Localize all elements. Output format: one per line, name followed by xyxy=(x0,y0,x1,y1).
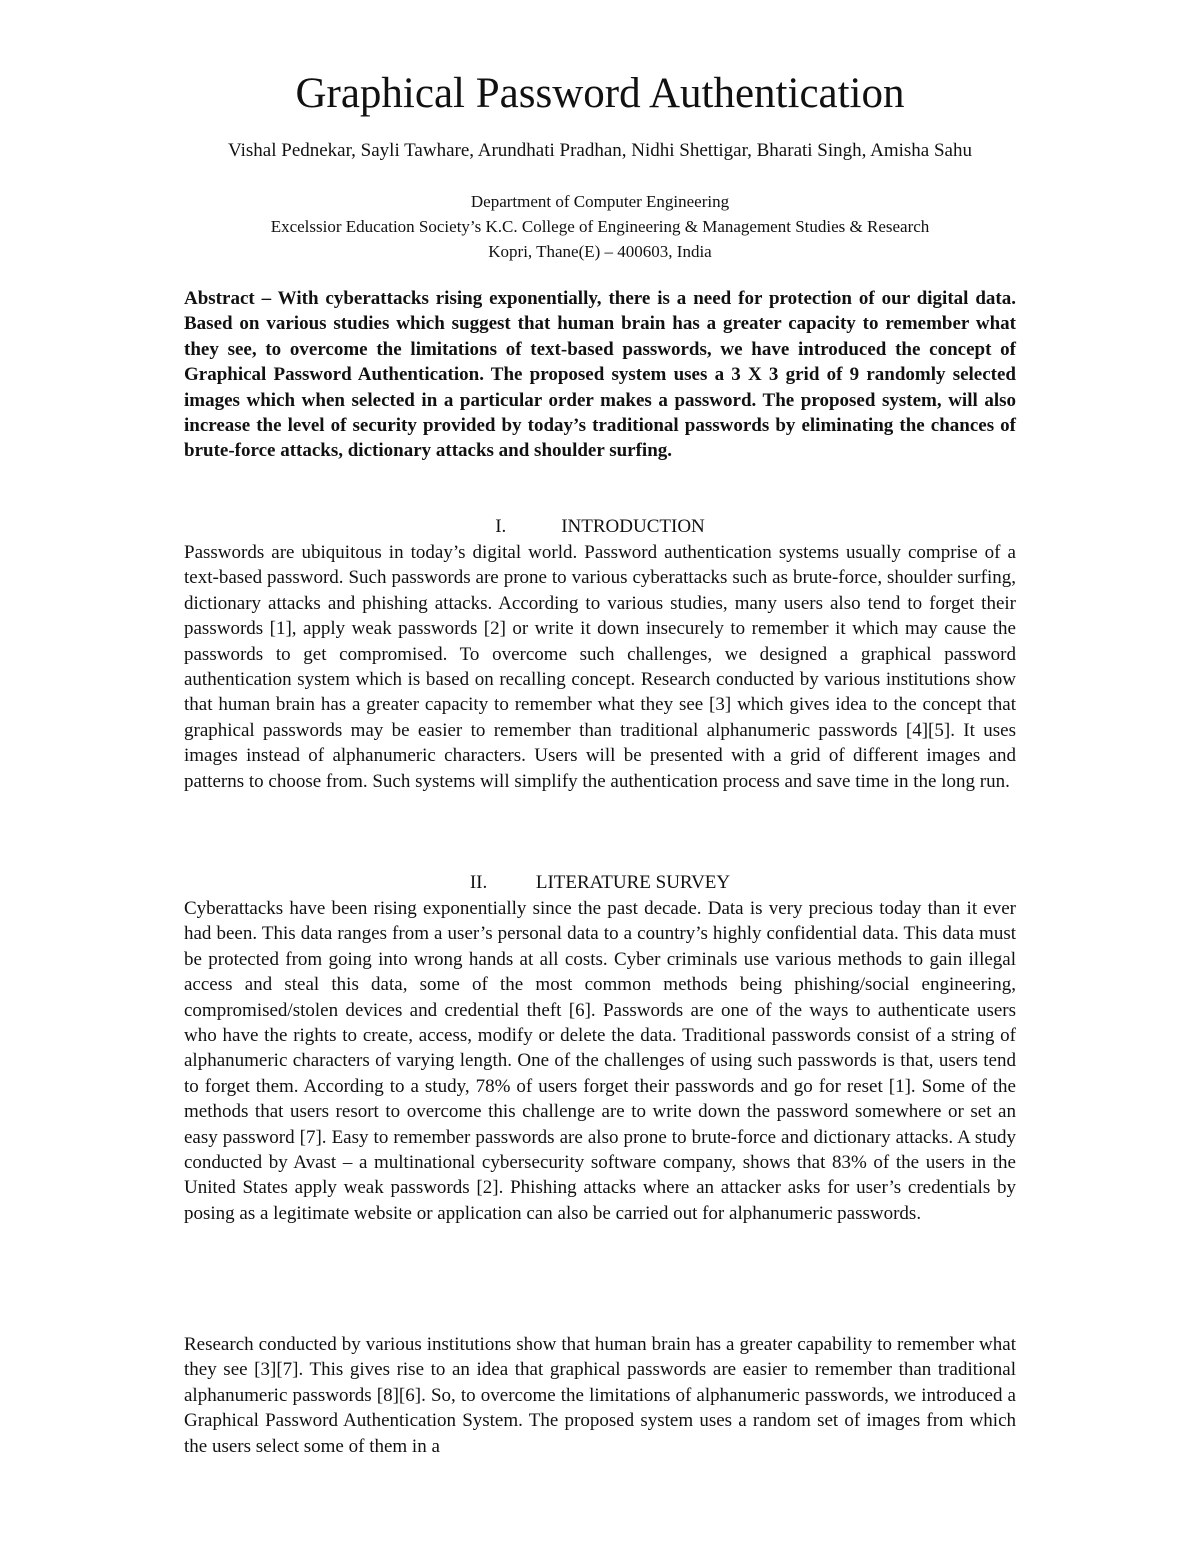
paper-title: Graphical Password Authentication xyxy=(295,70,905,117)
section-title: INTRODUCTION xyxy=(561,516,705,537)
section-number: I. xyxy=(495,516,507,537)
section-number: II. xyxy=(469,872,488,893)
section-heading-introduction xyxy=(0,514,1200,540)
literature-survey-paragraph-1: Cyberattacks have been rising exponentially since the past decade. Data is very precious today than it ever had been. This data ranges from a user’s personal data to a country’s highly confidential data. This data must be protected from going into wrong hands at all costs. Cyber criminals use various methods to gain illegal access and steal this data, some of the most common methods being phishing/social engineering, compromised/stolen devices and credential theft [6]. Passwords are one of the ways to authenticate users who have the rights to create, access, modify or delete the data. Traditional passwords consist of a string of alphanumeric characters of varying length. One of the challenges of using such passwords is that, users tend to forget them. According to a study, 78% of users forget their passwords and go for reset [1]. Some of the methods that users resort to overcome this challenge are to write down the password somewhere or set an easy password [7]. Easy to remember passwords are also prone to brute-force and dictionary attacks. A study conducted by Avast – a multinational cybersecurity software company, shows that 83% of the users in the United States apply weak passwords [2]. Phishing attacks where an attacker asks for user’s credentials by posing as a legitimate website or application can also be carried out for alphanumeric passwords. xyxy=(184,898,1016,1224)
author-list: Vishal Pednekar, Sayli Tawhare, Arundhati Pradhan, Nidhi Shettigar, Bharati Singh, Amisha Sahu xyxy=(228,140,972,161)
section-heading-literature-survey xyxy=(0,870,1200,896)
affiliation-department: Department of Computer Engineering xyxy=(470,192,730,211)
affiliation-institution: Excelssior Education Society’s K.C. College of Engineering & Management Studies & Research xyxy=(270,217,930,236)
affiliation-address: Kopri, Thane(E) – 400603, India xyxy=(488,242,712,261)
literature-survey-paragraph-2: Research conducted by various institutions show that human brain has a greater capability to remember what they see [3][7]. This gives rise to an idea that graphical passwords are easier to remember than traditional alphanumeric passwords [8][6]. So, to overcome the limitations of alphanumeric passwords, we introduced a Graphical Password Authentication System. The proposed system uses a random set of images from which the users select some of them in a xyxy=(184,1334,1016,1457)
abstract: Abstract – With cyberattacks rising exponentially, there is a need for protection of our digital data. Based on various studies which suggest that human brain has a greater capacity to remember what they see, to overcome the limitations of text-based passwords, we have introduced the concept of Graphical Password Authentication. The proposed system uses a 3 X 3 grid of 9 randomly selected images which when selected in a particular order makes a password. The proposed system, will also increase the level of security provided by today’s traditional passwords by eliminating the chances of brute-force attacks, dictionary attacks and shoulder surfing. xyxy=(184,288,1016,462)
introduction-paragraph: Passwords are ubiquitous in today’s digital world. Password authentication systems usually comprise of a text-based password. Such passwords are prone to various cyberattacks such as brute-force, shoulder surfing, dictionary attacks and phishing attacks. According to various studies, many users also tend to forget their passwords [1], apply weak passwords [2] or write it down insecurely to remember it which may cause the passwords to get compromised. To overcome such challenges, we designed a graphical password authentication system which is based on recalling concept. Research conducted by various institutions show that human brain has a greater capacity to remember what they see [3] which gives idea to the concept that graphical passwords may be easier to remember than traditional alphanumeric passwords [4][5]. It uses images instead of alphanumeric characters. Users will be presented with a grid of different images and patterns to choose from. Such systems will simplify the authentication process and save time in the long run. xyxy=(184,542,1016,792)
section-title: LITERATURE SURVEY xyxy=(535,872,731,893)
